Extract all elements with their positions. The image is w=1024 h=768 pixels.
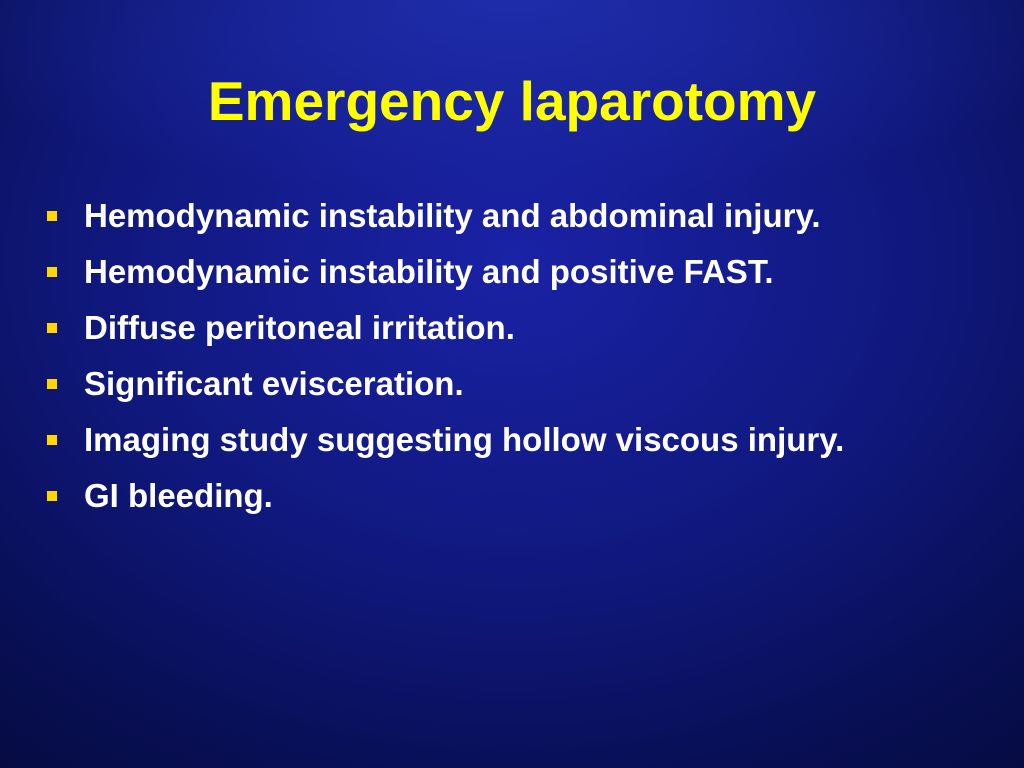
slide-title: Emergency laparotomy	[207, 70, 817, 132]
bullet-item	[44, 306, 994, 350]
square-bullet-icon	[47, 267, 57, 277]
bullet-text: Hemodynamic instability and abdominal injury.	[84, 197, 821, 234]
square-bullet-icon	[47, 211, 57, 221]
bullet-item	[44, 418, 994, 462]
square-bullet-icon	[47, 323, 57, 333]
square-bullet-icon	[47, 491, 57, 501]
bullet-item	[44, 194, 994, 238]
bullet-text: GI bleeding.	[84, 477, 273, 514]
square-bullet-icon	[47, 379, 57, 389]
bullet-text: Hemodynamic instability and positive FAST.	[84, 253, 774, 290]
bullet-text: Imaging study suggesting hollow viscous injury.	[84, 421, 845, 458]
bullet-item	[44, 474, 994, 518]
bullet-list	[44, 194, 994, 530]
bullet-text: Diffuse peritoneal irritation.	[84, 309, 515, 346]
bullet-item	[44, 250, 994, 294]
bullet-item	[44, 362, 994, 406]
square-bullet-icon	[47, 435, 57, 445]
bullet-text: Significant evisceration.	[84, 365, 464, 402]
